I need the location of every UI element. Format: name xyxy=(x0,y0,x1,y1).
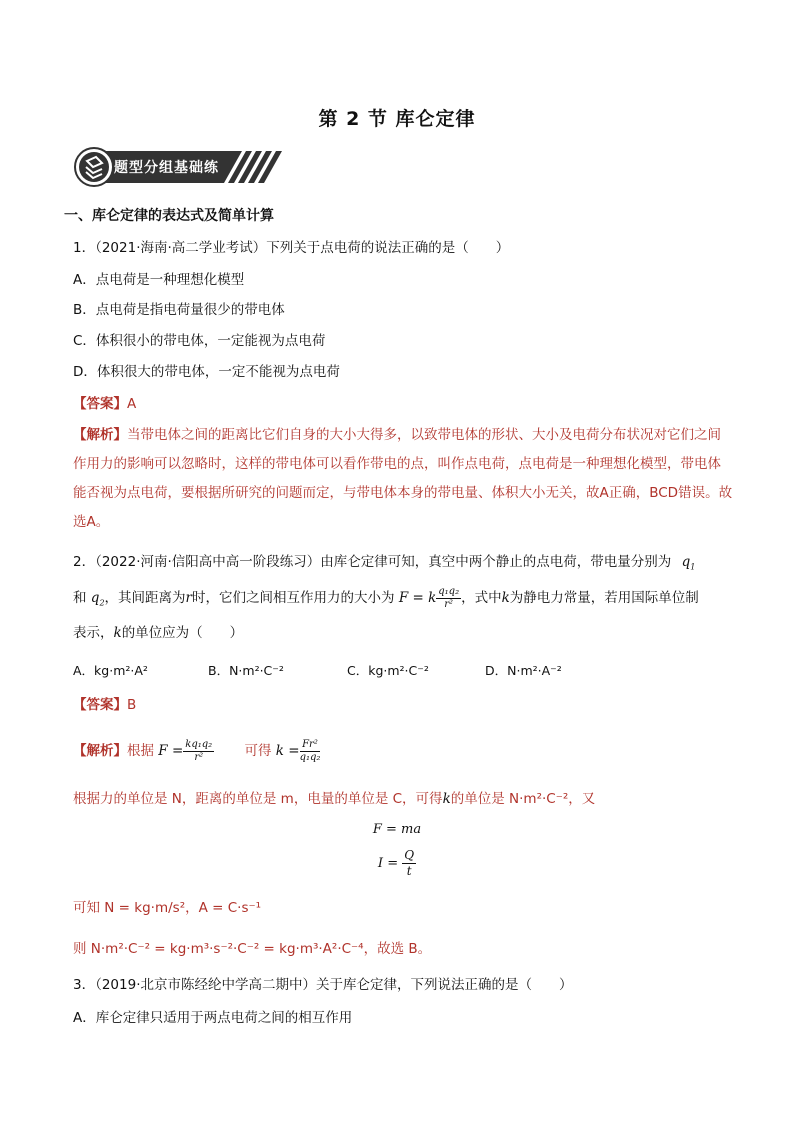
q2-stem-line2 xyxy=(73,586,699,614)
q2-option-c: C．kg·m²·C⁻² xyxy=(347,663,429,678)
r-symbol: r xyxy=(185,590,193,606)
q2-analysis-line3: 可知 N = kg·m/s²，A = C·s⁻¹ xyxy=(73,900,262,916)
q1-analysis xyxy=(73,421,733,537)
q2-option-d: D．N·m²·A⁻² xyxy=(485,663,562,678)
answer-tag: 【答案】 xyxy=(73,396,127,412)
analysis-tag: 【解析】 xyxy=(73,743,127,759)
q2-stem-text: 2．（2022·河南·信阳高中高一阶段练习）由库仑定律可知，真空中两个静止的点电荷，带电量分别为 xyxy=(73,554,672,570)
q2-analysis-line4: 则 N·m²·C⁻² = kg·m³·s⁻²·C⁻² = kg·m³·A²·C⁻⁴，故选 B。 xyxy=(73,941,432,957)
q2-stem-line3 xyxy=(73,623,243,643)
q2-stem-part: ，式中 xyxy=(461,590,502,606)
q2-stem-part: 表示， xyxy=(73,625,114,641)
q2-option-a: A．kg·m²·A² xyxy=(73,663,148,678)
q2-stem-part: 的单位应为（ ） xyxy=(121,625,244,641)
equation-numerator: Q xyxy=(404,848,415,862)
k-formula: k = $\frac{\text{Fr²}}{\text{q₁q₂}}$ xyxy=(275,739,321,763)
q1-option-b: B．点电荷是指电荷量很少的带电体 xyxy=(73,302,285,318)
q1-answer xyxy=(73,394,136,414)
coulomb-formula: F = k $\frac{\text{q₁q₂}}{\text{r²}}$ xyxy=(398,586,460,610)
section-heading: 一、库仑定律的表达式及简单计算 xyxy=(64,208,274,224)
q1-stem: 1．（2021·海南·高二学业考试）下列关于点电荷的说法正确的是（ ） xyxy=(73,240,510,256)
q3-stem: 3．（2019·北京市陈经纶中学高二期中）关于库仑定律，下列说法正确的是（ ） xyxy=(73,977,573,993)
q1-option-d: D．体积很大的带电体，一定不能视为点电荷 xyxy=(73,364,340,380)
answer-value: B xyxy=(127,697,137,713)
answer-tag: 【答案】 xyxy=(73,697,127,713)
equation-denominator: t xyxy=(406,864,412,878)
q2-symbol: $q_2$ xyxy=(90,590,105,608)
analysis-text: 当带电体之间的距离比它们自身的大小大得多，以致带电体的形状、大小及电荷分布状况对它们之间作用力的影响可以忽略时，这样的带电体可以看作带电的点，叫作点电荷，点电荷是一种理想化模型，带电体能否视为点电荷，要根据所研究的问题而定，与带电体本身的带电量、体积大小无关，故A正确，BCD错误。故选A。 xyxy=(73,427,733,530)
q2-analysis-line1 xyxy=(73,739,320,764)
q2-and: 和 xyxy=(73,590,87,606)
equation-lhs: I = xyxy=(377,856,399,871)
q2-stem-line1 xyxy=(73,552,695,578)
q1-symbol: $q_1$ xyxy=(681,554,696,572)
equation-newton: F = ma xyxy=(372,822,422,837)
q2-stem-part: 为静电力常量，若用国际单位制 xyxy=(509,590,699,606)
q2-answer xyxy=(73,695,136,715)
k-symbol: k xyxy=(113,625,122,641)
analysis-text: 可得 xyxy=(244,743,272,759)
banner-label: 题型分组基础练 xyxy=(114,160,219,176)
q2-stem-part: ，其间距离为 xyxy=(104,590,186,606)
force-formula: F = $\frac{\text{kq₁q₂}}{\text{r²}}$ xyxy=(158,739,213,763)
q3-option-a: A．库仑定律只适用于两点电荷之间的相互作用 xyxy=(73,1010,353,1026)
answer-value: A xyxy=(127,396,137,412)
analysis-text: 的单位是 N·m²·C⁻²，又 xyxy=(450,791,596,807)
q2-analysis-line2 xyxy=(73,789,595,809)
q1-option-c: C．体积很小的带电体，一定能视为点电荷 xyxy=(73,333,326,349)
equation-current xyxy=(0,848,794,879)
q1-option-a: A．点电荷是一种理想化模型 xyxy=(73,272,245,288)
page-title: 第 2 节 库仑定律 xyxy=(318,108,476,130)
k-symbol: k xyxy=(501,590,510,606)
analysis-text: 根据力的单位是 N，距离的单位是 m，电量的单位是 C，可得 xyxy=(73,791,443,807)
k-symbol: k xyxy=(442,791,451,807)
q2-option-b: B．N·m²·C⁻² xyxy=(208,663,284,678)
analysis-text: 根据 xyxy=(127,743,154,759)
analysis-tag: 【解析】 xyxy=(73,427,127,443)
q2-stem-part: 时，它们之间相互作用力的大小为 xyxy=(192,590,395,606)
